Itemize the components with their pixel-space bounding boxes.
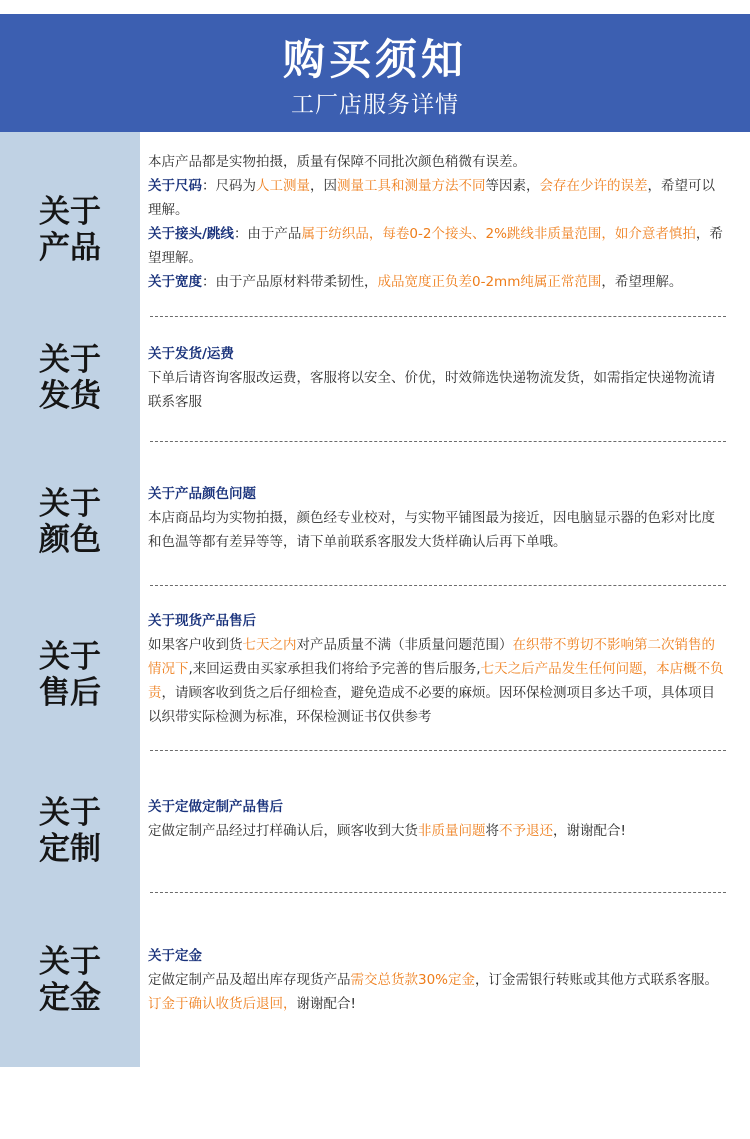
section-body [148, 795, 728, 843]
section-body [148, 609, 728, 729]
divider [150, 585, 726, 586]
divider [150, 892, 726, 893]
page-title: 购买须知 [282, 35, 467, 84]
section-heading: 关于定做定制产品售后 [148, 799, 283, 815]
section-label: 关于 颜色 [39, 486, 101, 558]
section-heading: 关于产品颜色问题 [148, 486, 256, 502]
section-body [148, 944, 728, 1016]
page-subtitle: 工厂店服务详情 [291, 92, 459, 118]
section-text: 本店商品均为实物拍摄，颜色经专业校对，与实物平铺图最为接近，因电脑显示器的色彩对比度和色温等都有差异等等，请下单前联系客服发大货样确认后再下单哦。 [148, 510, 715, 550]
section-body [148, 342, 728, 414]
section-label: 关于 售后 [39, 639, 101, 711]
section-heading: 关于发货/运费 [148, 346, 234, 362]
section-text: 下单后请咨询客服改运费，客服将以安全、价优，时效筛选快递物流发货，如需指定快递物流请联系客服 [148, 370, 715, 410]
section-body [148, 482, 728, 554]
side-column [0, 132, 140, 1067]
divider [150, 316, 726, 317]
divider [150, 441, 726, 442]
section-label: 关于 产品 [39, 194, 101, 266]
section-label: 关于 定金 [39, 944, 101, 1016]
section-text: 定做定制产品及超出库存现货产品需交总货款30%定金，订金需银行转账或其他方式联系客服。订金于确认收货后退回，谢谢配合! [148, 972, 719, 1012]
section-label: 关于 发货 [39, 342, 101, 414]
section-heading: 关于现货产品售后 [148, 613, 256, 629]
header-banner [0, 14, 750, 132]
section-text: 如果客户收到货七天之内对产品质量不满（非质量问题范围）在织带不剪切不影响第二次销售的情况下,来回运费由买家承担我们将给予完善的售后服务,七天之后产品发生任何问题，本店概不负责，请顾客收到货之后仔细检查，避免造成不必要的麻烦。因环保检测项目多达千项，具体项目以织带实际检测为标准，环保检测证书仅供参考 [148, 637, 724, 725]
section-body [148, 150, 728, 294]
section-label: 关于 定制 [39, 795, 101, 867]
divider [150, 750, 726, 751]
size-note: 关于尺码：尺码为人工测量，因测量工具和测量方法不同等因素，会存在少许的误差，希望可以理解。 [148, 178, 715, 218]
joint-note: 关于接头/跳线：由于产品属于纺织品，每卷0-2个接头、2%跳线非质量范围，如介意者慎拍，希望理解。 [148, 226, 723, 266]
product-intro: 本店产品都是实物拍摄，质量有保障不同批次颜色稍微有误差。 [148, 154, 526, 170]
section-heading: 关于定金 [148, 948, 202, 964]
width-note: 关于宽度：由于产品原材料带柔韧性，成品宽度正负差0-2mm纯属正常范围，希望理解。 [148, 274, 683, 290]
section-text: 定做定制产品经过打样确认后，顾客收到大货非质量问题将不予退还，谢谢配合! [148, 823, 626, 839]
